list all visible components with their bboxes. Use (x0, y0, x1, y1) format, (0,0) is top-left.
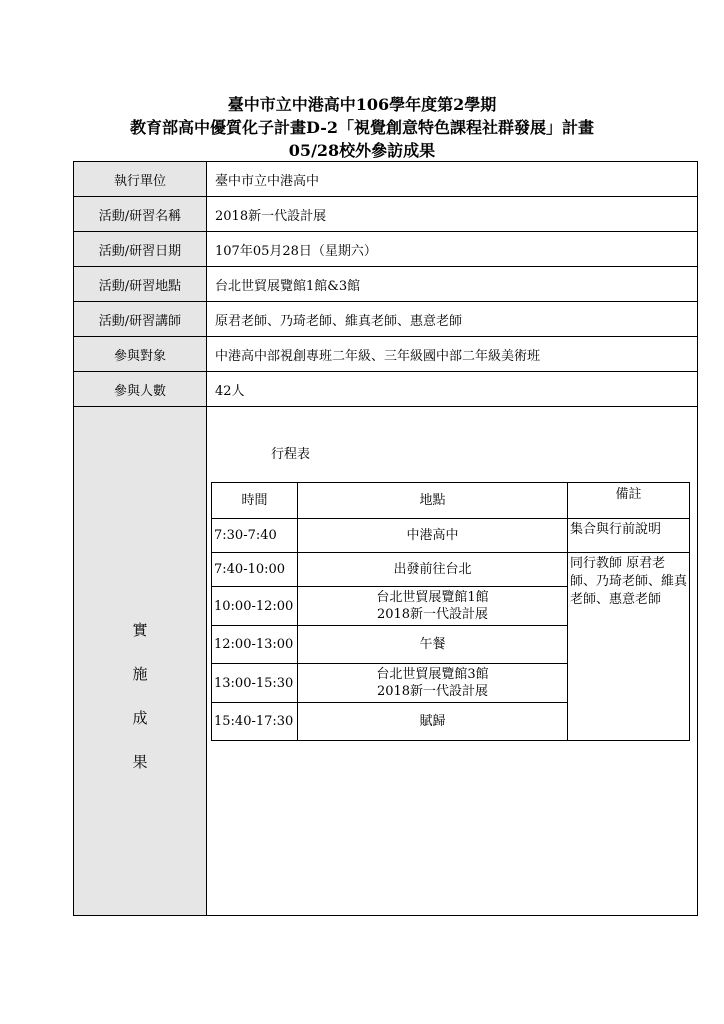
schedule-place-line: 台北世貿展覽館3館 (376, 667, 489, 682)
schedule-table (211, 482, 690, 741)
row-unit (74, 162, 698, 197)
results-char-4: 果 (132, 753, 148, 771)
results-char-1: 實 (132, 621, 148, 639)
row-results (74, 407, 698, 916)
document-title-line-3: 05/28校外參訪成果 (288, 141, 436, 160)
document-title-line-2: 教育部高中優質化子計畫D-2「視覺創意特色課程社群發展」計畫 (130, 118, 594, 137)
results-char-2: 施 (132, 665, 148, 683)
schedule-place: 賦歸 (298, 703, 568, 741)
value-participant-count: 42人 (207, 372, 698, 407)
row-activity-location (74, 267, 698, 302)
schedule-place: 中港高中 (298, 519, 568, 553)
schedule-title: 行程表 (271, 447, 311, 462)
label-unit: 執行單位 (74, 162, 207, 197)
schedule-place-line: 台北世貿展覽館1館 (376, 590, 489, 605)
schedule-time: 7:40-10:00 (212, 553, 298, 587)
value-unit: 臺中市立中港高中 (207, 162, 698, 197)
schedule-time: 10:00-12:00 (212, 587, 298, 626)
schedule-header-place: 地點 (298, 483, 568, 519)
value-activity-location: 台北世貿展覽館1館&3館 (207, 267, 698, 302)
schedule-header-row (212, 483, 690, 519)
value-activity-lecturer: 原君老師、乃琦老師、維真老師、惠意老師 (207, 302, 698, 337)
results-vertical-label (130, 608, 150, 784)
schedule-place-line: 2018新一代設計展 (376, 607, 489, 622)
schedule-header-note: 備註 (568, 483, 690, 519)
label-results (74, 407, 207, 916)
schedule-place-line: 2018新一代設計展 (376, 684, 489, 699)
report-table (73, 161, 698, 916)
results-char-3: 成 (132, 709, 148, 727)
value-activity-date: 107年05月28日（星期六） (207, 232, 698, 267)
schedule-place (298, 664, 568, 703)
label-activity-location: 活動/研習地點 (74, 267, 207, 302)
label-participant-count: 參與人數 (74, 372, 207, 407)
schedule-merged-note: 同行教師 原君老師、乃琦老師、維真老師、惠意老師 (568, 553, 690, 741)
schedule-place: 午餐 (298, 626, 568, 664)
value-participants: 中港高中部視創專班二年級、三年級國中部二年級美術班 (207, 337, 698, 372)
row-activity-name (74, 197, 698, 232)
schedule-header-time: 時間 (212, 483, 298, 519)
results-content (207, 407, 698, 916)
schedule-time: 12:00-13:00 (212, 626, 298, 664)
schedule-time: 13:00-15:30 (212, 664, 298, 703)
schedule-time: 7:30-7:40 (212, 519, 298, 553)
schedule-row (212, 553, 690, 587)
row-participant-count (74, 372, 698, 407)
label-participants: 參與對象 (74, 337, 207, 372)
document-title-line-1: 臺中市立中港高中106學年度第2學期 (227, 95, 497, 114)
row-activity-date (74, 232, 698, 267)
row-participants (74, 337, 698, 372)
schedule-time: 15:40-17:30 (212, 703, 298, 741)
schedule-place (298, 587, 568, 626)
label-activity-lecturer: 活動/研習講師 (74, 302, 207, 337)
schedule-note: 集合與行前說明 (568, 519, 690, 553)
value-activity-name: 2018新一代設計展 (207, 197, 698, 232)
schedule-row (212, 519, 690, 553)
label-activity-date: 活動/研習日期 (74, 232, 207, 267)
row-activity-lecturer (74, 302, 698, 337)
label-activity-name: 活動/研習名稱 (74, 197, 207, 232)
schedule-place: 出發前往台北 (298, 553, 568, 587)
